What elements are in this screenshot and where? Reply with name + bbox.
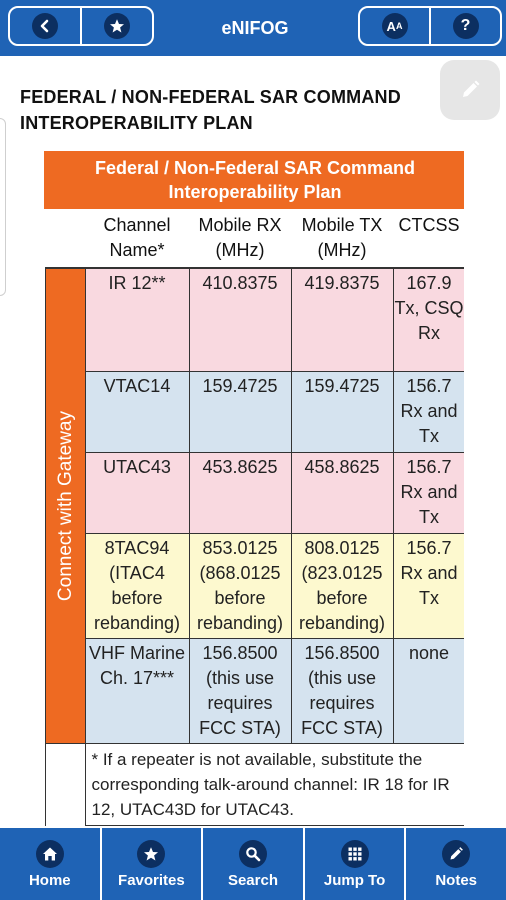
top-left-button-group: [8, 6, 154, 46]
nav-notes[interactable]: [404, 828, 506, 900]
nav-search-label: Search: [227, 872, 278, 889]
cell-ctcss: 156.7 Rx and Tx: [393, 534, 464, 639]
edit-note-button[interactable]: [440, 60, 500, 120]
interop-table: [44, 151, 464, 826]
help-label: ?: [460, 17, 471, 34]
cell-ctcss: 156.7 Rx and Tx: [393, 453, 464, 534]
text-size-label-small: A: [395, 21, 403, 31]
star-icon: [137, 840, 165, 868]
header-spacer: [45, 208, 85, 268]
cell-mobile-tx: 159.4725: [291, 372, 393, 453]
back-button[interactable]: [10, 8, 80, 44]
top-right-button-group: [358, 6, 502, 46]
header-mobile-rx: Mobile RX (MHz): [189, 208, 291, 268]
nav-favorites-label: Favorites: [118, 872, 185, 889]
nav-jump-to[interactable]: [303, 828, 405, 900]
cell-ctcss: none: [393, 639, 464, 744]
table-row: [45, 639, 464, 744]
cell-mobile-rx: 453.8625: [189, 453, 291, 534]
table-footnote: * If a repeater is not available, substitute the corresponding talk-around channel: IR 18 for IR 12, UTAC43D for UTAC43.: [85, 744, 464, 826]
cell-mobile-rx: 159.4725: [189, 372, 291, 453]
favorite-button[interactable]: [80, 8, 152, 44]
cell-mobile-tx: 419.8375: [291, 268, 393, 372]
cell-mobile-rx: 410.8375: [189, 268, 291, 372]
side-drawer-handle[interactable]: [0, 118, 6, 296]
cell-mobile-rx: 853.0125 (868.0125 before rebanding): [189, 534, 291, 639]
interop-table-container[interactable]: [44, 151, 464, 831]
cell-channel-name: 8TAC94 (ITAC4 before rebanding): [85, 534, 189, 639]
pencil-icon: [459, 79, 481, 101]
text-size-button[interactable]: [360, 8, 429, 44]
side-group-label: [45, 268, 85, 744]
cell-mobile-tx: 156.8500 (this use requires FCC STA): [291, 639, 393, 744]
star-icon: [104, 13, 130, 39]
cell-mobile-tx: 808.0125 (823.0125 before rebanding): [291, 534, 393, 639]
help-icon: [453, 13, 479, 39]
cell-ctcss: 167.9 Tx, CSQ Rx: [393, 268, 464, 372]
page-title: FEDERAL / NON-FEDERAL SAR COMMAND INTEROPERABILITY PLAN: [20, 87, 401, 133]
top-app-bar: [0, 0, 506, 56]
nav-home-label: Home: [28, 872, 71, 889]
table-row: [45, 268, 464, 372]
table-row: [45, 372, 464, 453]
table-footnote-row: [45, 744, 464, 826]
cell-channel-name: VHF Marine Ch. 17***: [85, 639, 189, 744]
grid-icon: [341, 840, 369, 868]
bottom-nav-bar: [0, 828, 506, 900]
nav-jump-to-label: Jump To: [323, 872, 386, 889]
back-icon: [32, 13, 58, 39]
table-caption: Federal / Non-Federal SAR Command Interoperability Plan: [45, 152, 464, 208]
header-ctcss: CTCSS: [393, 208, 464, 268]
home-icon: [36, 840, 64, 868]
cell-channel-name: UTAC43: [85, 453, 189, 534]
cell-mobile-rx: 156.8500 (this use requires FCC STA): [189, 639, 291, 744]
cell-channel-name: IR 12**: [85, 268, 189, 372]
search-icon: [239, 840, 267, 868]
nav-home[interactable]: [0, 828, 100, 900]
text-size-label: A: [386, 18, 396, 34]
nav-favorites[interactable]: [100, 828, 202, 900]
text-size-icon: [382, 13, 408, 39]
nav-search[interactable]: [201, 828, 303, 900]
header-channel-name: Channel Name*: [85, 208, 189, 268]
help-button[interactable]: [429, 8, 500, 44]
header-mobile-tx: Mobile TX (MHz): [291, 208, 393, 268]
nav-notes-label: Notes: [435, 872, 478, 889]
pencil-icon: [442, 840, 470, 868]
table-row: [45, 534, 464, 639]
cell-mobile-tx: 458.8625: [291, 453, 393, 534]
footnote-spacer: [45, 744, 85, 826]
cell-ctcss: 156.7 Rx and Tx: [393, 372, 464, 453]
cell-channel-name: VTAC14: [85, 372, 189, 453]
table-row: [45, 453, 464, 534]
app-title: eNIFOG: [221, 18, 289, 38]
side-group-text: Connect with Gateway: [54, 410, 76, 602]
